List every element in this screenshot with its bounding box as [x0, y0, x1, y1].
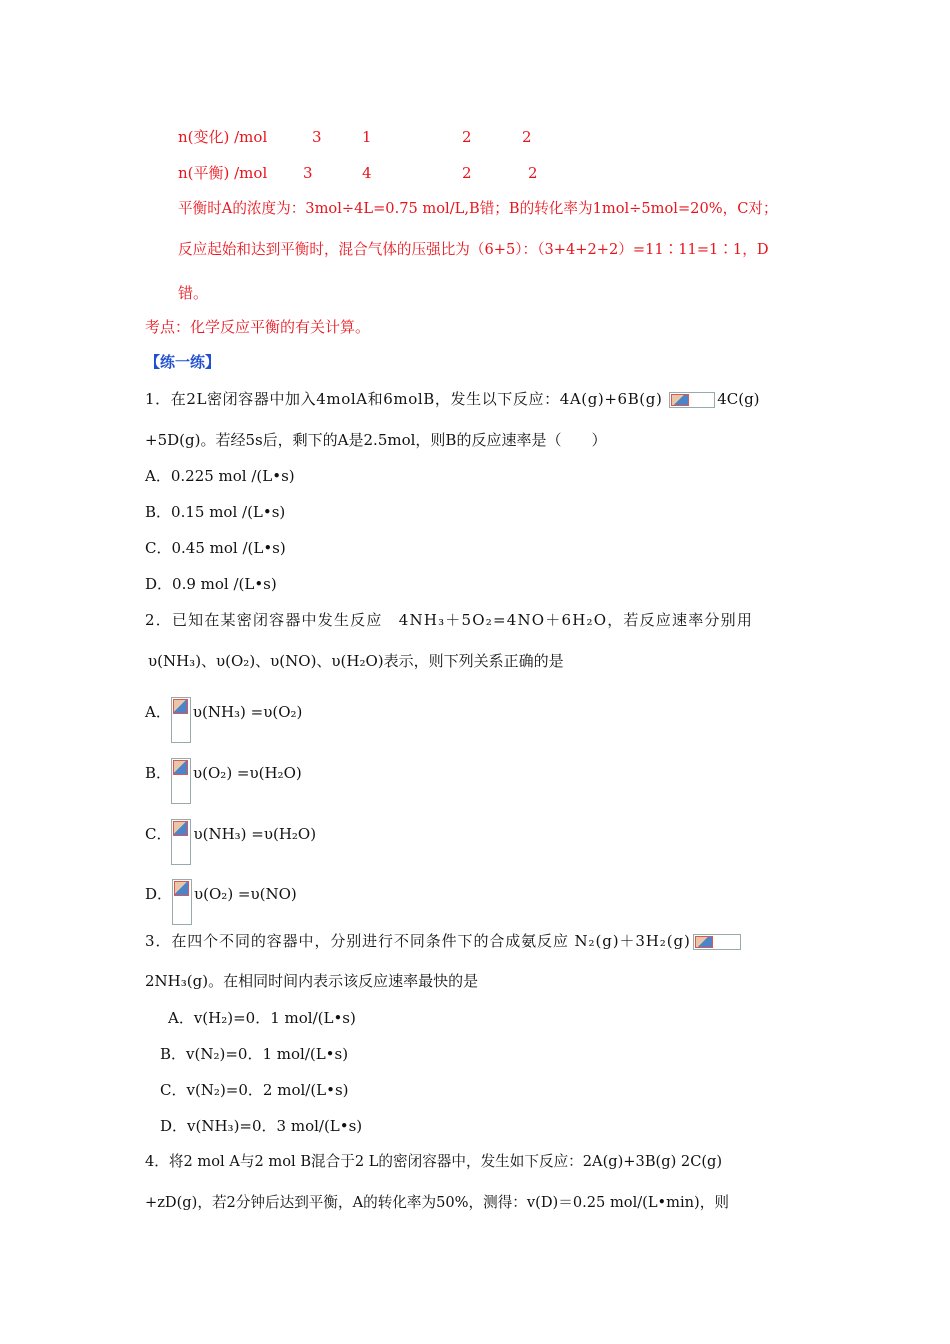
solution-line-3: 错。 [178, 284, 209, 302]
q2-option-a [145, 697, 302, 743]
row-change-v1: 3 [312, 128, 322, 146]
row-change [178, 127, 778, 147]
q2-option-b [145, 758, 302, 804]
row-change-v3: 2 [462, 128, 472, 146]
q2-option-c-letter: C． [145, 825, 172, 843]
q3-text-a: 3．在四个不同的容器中，分别进行不同条件下的合成氨反应 N₂(g)＋3H₂(g) [145, 932, 691, 950]
row-change-v2: 1 [362, 128, 372, 146]
row-eq-v2: 4 [362, 164, 372, 182]
row-change-label: n(变化) /mol [178, 128, 268, 146]
q1-text-b: 4C(g) [717, 390, 760, 408]
row-eq-label: n(平衡) /mol [178, 164, 268, 182]
q1-option-b: B．0.15 mol /(L•s) [145, 503, 286, 521]
q2-line-1: 2．已知在某密闭容器中发生反应 4NH₃＋5O₂=4NO＋6H₂O，若反应速率分别用 [145, 611, 754, 629]
fraction-image [172, 879, 192, 925]
row-eq-v1: 3 [303, 164, 313, 182]
q2-option-d-letter: D． [145, 885, 173, 903]
kaodian: 考点：化学反应平衡的有关计算。 [145, 318, 371, 336]
fraction-image [171, 697, 191, 743]
image-placeholder-icon [695, 936, 713, 948]
q1-text-a: 1．在2L密闭容器中加入4molA和6molB，发生以下反应：4A(g)+6B(g) [145, 390, 663, 408]
fraction-image [171, 758, 191, 804]
image-placeholder-icon [174, 881, 189, 896]
q1-option-a: A．0.225 mol /(L•s) [145, 467, 295, 485]
solution-line-1: 平衡时A的浓度为：3mol÷4L=0.75 mol/L,B错；B的转化率为1mol÷5mol=20%，C对； [178, 200, 778, 217]
q4-line-1: 4．将2 mol A与2 mol B混合于2 L的密闭容器中，发生如下反应：2A(g)+3B(g) 2C(g) [145, 1153, 723, 1170]
row-eq-v3: 2 [462, 164, 472, 182]
q2-option-a-letter: A． [145, 703, 171, 721]
q2-option-d-expr: υ(O₂) =υ(NO) [194, 885, 297, 903]
reversible-arrow-image [693, 934, 741, 950]
q1-option-c: C．0.45 mol /(L•s) [145, 539, 286, 557]
reversible-arrow-image [669, 392, 715, 408]
q2-option-c [145, 819, 316, 865]
fraction-image [171, 819, 191, 865]
q3-option-a: A．v(H₂)=0．1 mol/(L•s) [168, 1009, 356, 1027]
q3-option-d: D．v(NH₃)=0．3 mol/(L•s) [160, 1117, 363, 1135]
row-eq [178, 163, 778, 183]
q3-option-c: C．v(N₂)=0．2 mol/(L•s) [160, 1081, 349, 1099]
q4-line-2: +zD(g)，若2分钟后达到平衡，A的转化率为50%，测得：v(D)＝0.25 mol/(L•min)，则 [145, 1194, 729, 1211]
image-placeholder-icon [173, 760, 188, 775]
q2-line-2: υ(NH₃)、υ(O₂)、υ(NO)、υ(H₂O)表示，则下列关系正确的是 [148, 652, 564, 670]
q2-option-a-expr: υ(NH₃) =υ(O₂) [192, 703, 303, 721]
section-title: 【练一练】 [145, 353, 221, 371]
q2-option-c-expr: υ(NH₃) =υ(H₂O) [193, 825, 317, 843]
q3-line-1 [145, 931, 741, 951]
q1-line-1 [145, 389, 760, 409]
q3-line-2: 2NH₃(g)。在相同时间内表示该反应速率最快的是 [145, 972, 479, 990]
image-placeholder-icon [173, 821, 188, 836]
q2-option-b-expr: υ(O₂) =υ(H₂O) [193, 764, 302, 782]
solution-line-2: 反应起始和达到平衡时，混合气体的压强比为（6+5）：（3+4+2+2）=11∶11=1∶1，D [178, 241, 769, 258]
q2-option-d [145, 879, 297, 925]
q1-option-d: D．0.9 mol /(L•s) [145, 575, 277, 593]
q2-option-b-letter: B． [145, 764, 172, 782]
image-placeholder-icon [173, 699, 188, 714]
image-placeholder-icon [671, 394, 689, 406]
q3-option-b: B．v(N₂)=0．1 mol/(L•s) [160, 1045, 349, 1063]
row-change-v4: 2 [522, 128, 532, 146]
q1-line-2: +5D(g)。若经5s后，剩下的A是2.5mol，则B的反应速率是（ ） [145, 431, 607, 449]
row-eq-v4: 2 [528, 164, 538, 182]
